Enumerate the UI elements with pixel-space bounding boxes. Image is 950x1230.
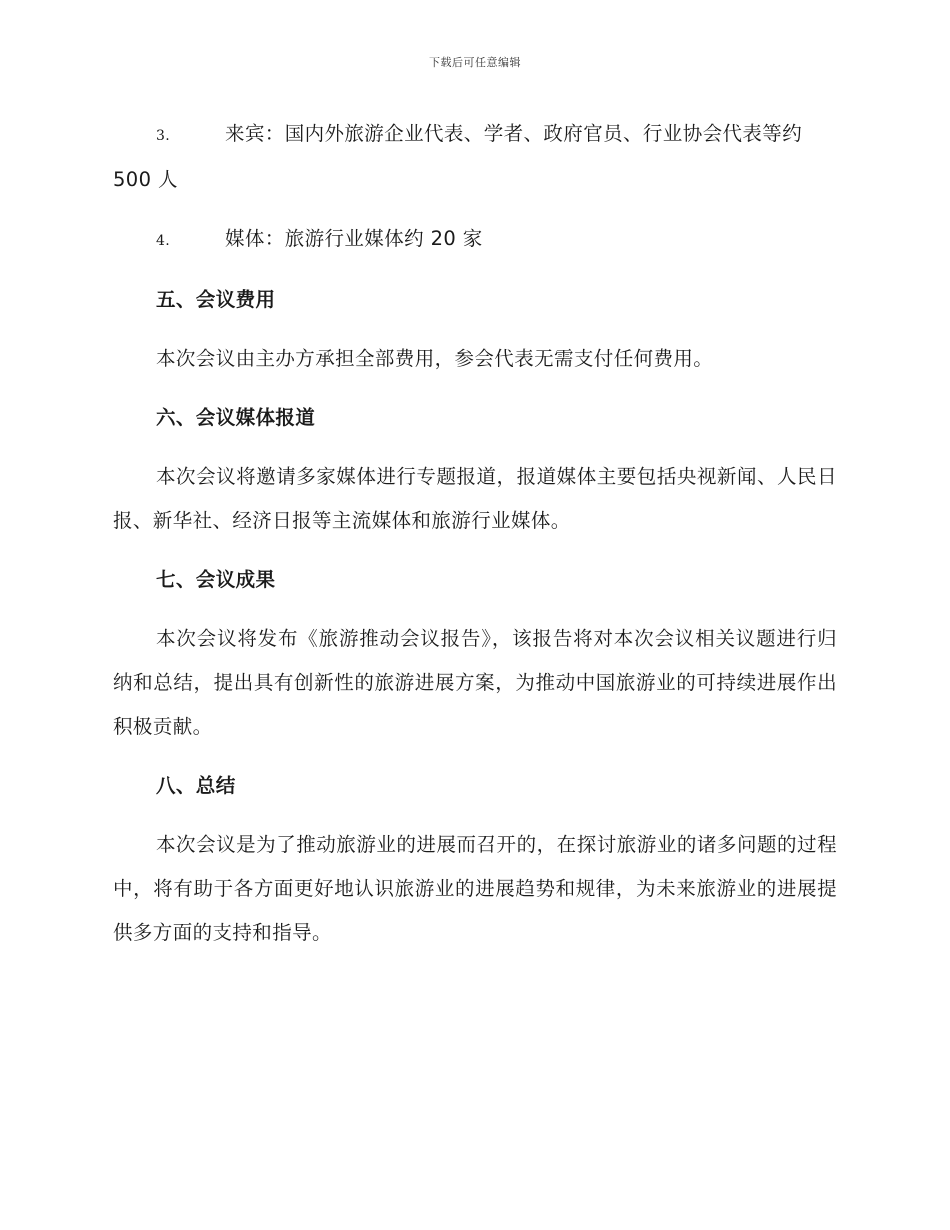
- page-header: 下载后可任意编辑: [429, 56, 521, 69]
- section-heading-summary: 八、总结: [156, 774, 236, 797]
- list-number: 3.: [156, 128, 171, 144]
- list-item-4: [113, 217, 837, 263]
- section-body-summary: 本次会议是为了推动旅游业的进展而召开的，在探讨旅游业的诸多问题的过程中，将有助于各方面更好地认识旅游业的进展趋势和规律，为未来旅游业的进展提供多方面的支持和指导。: [113, 833, 837, 944]
- list-item-3: [113, 112, 837, 202]
- section-heading-fees: 五、会议费用: [156, 288, 276, 311]
- list-text: 媒体：旅游行业媒体约 20 家: [225, 227, 483, 250]
- list-number: 4.: [156, 233, 171, 249]
- section-body-fees: 本次会议由主办方承担全部费用，参会代表无需支付任何费用。: [156, 347, 714, 370]
- list-text: 来宾：国内外旅游企业代表、学者、政府官员、行业协会代表等约 500 人: [113, 122, 803, 191]
- section-heading-results: 七、会议成果: [156, 568, 276, 591]
- section-body-results: 本次会议将发布《旅游推动会议报告》，该报告将对本次会议相关议题进行归纳和总结，提出具有创新性的旅游进展方案，为推动中国旅游业的可持续进展作出积极贡献。: [113, 627, 837, 738]
- document-body: [113, 112, 837, 970]
- section-heading-media: 六、会议媒体报道: [156, 406, 316, 429]
- section-body-media: 本次会议将邀请多家媒体进行专题报道，报道媒体主要包括央视新闻、人民日报、新华社、经济日报等主流媒体和旅游行业媒体。: [113, 465, 837, 532]
